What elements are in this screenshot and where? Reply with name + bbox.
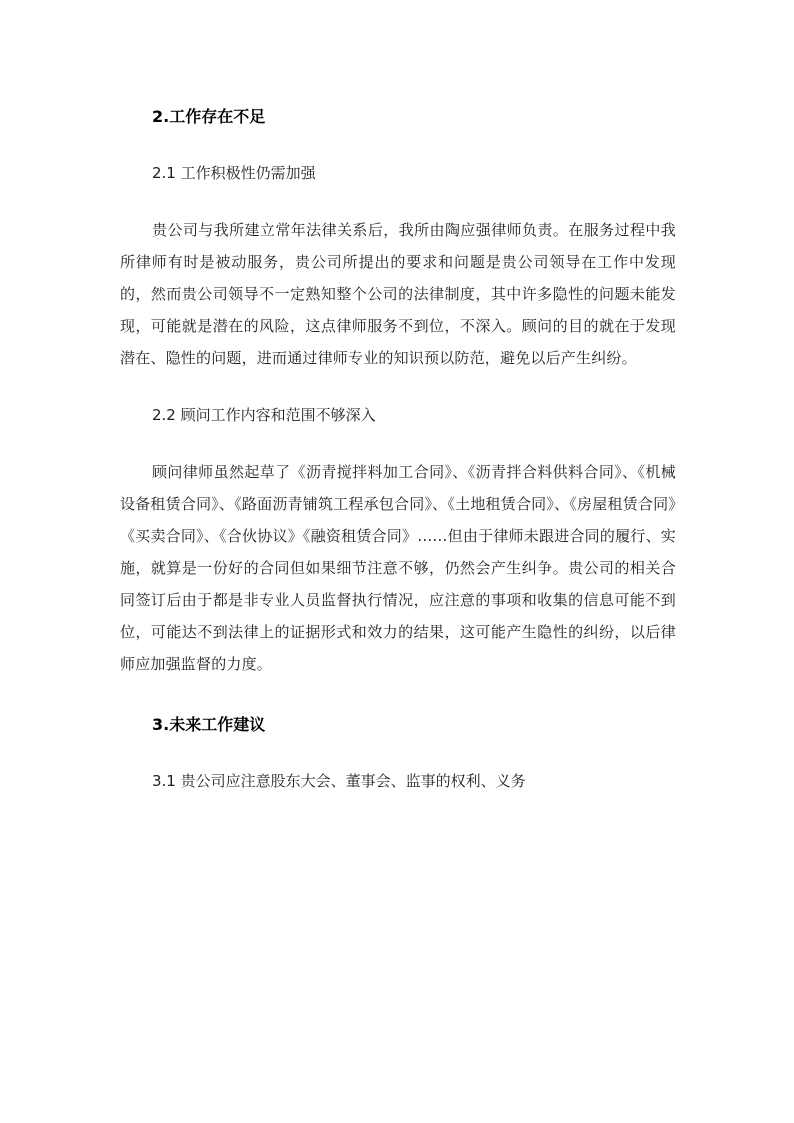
section-3-1-heading: 3.1 贵公司应注意股东大会、董事会、监事的权利、义务 (152, 772, 526, 790)
section-2-2-paragraph: 顾问律师虽然起草了《沥青搅拌料加工合同》、《沥青拌合料供料合同》、《机械设备租赁合同》、《路面沥青铺筑工程承包合同》、《土地租赁合同》、《房屋租赁合同》《买卖合同》、《合伙协议》《融资租赁合同》……但由于律师未跟进合同的履行、实施，就算是一份好的合同但如果细节注意不够，仍然会产生纠争。贵公司的相关合同签订后由于都是非专业人员监督执行情况，应注意的事项和收集的信息可能不到位，可能达不到法律上的证据形式和效力的结果，这可能产生隐性的纠纷，以后律师应加强监督的力度。 (120, 463, 676, 673)
section-2-1-paragraph: 贵公司与我所建立常年法律关系后，我所由陶应强律师负责。在服务过程中我所律师有时是被动服务，贵公司所提出的要求和问题是贵公司领导在工作中发现的，然而贵公司领导不一定熟知整个公司的法律制度，其中许多隐性的问题未能发现，可能就是潜在的风险，这点律师服务不到位，不深入。顾问的目的就在于发现潜在、隐性的问题，进而通过律师专业的知识预以防范，避免以后产生纠纷。 (120, 221, 676, 367)
section-3-heading: 3.未来工作建议 (152, 715, 266, 734)
section-2-1-heading: 2.1 工作积极性仍需加强 (152, 164, 316, 182)
document-body (120, 104, 676, 794)
section-2-heading: 2.工作存在不足 (152, 107, 266, 126)
section-2-2-heading: 2.2 顾问工作内容和范围不够深入 (152, 406, 376, 424)
